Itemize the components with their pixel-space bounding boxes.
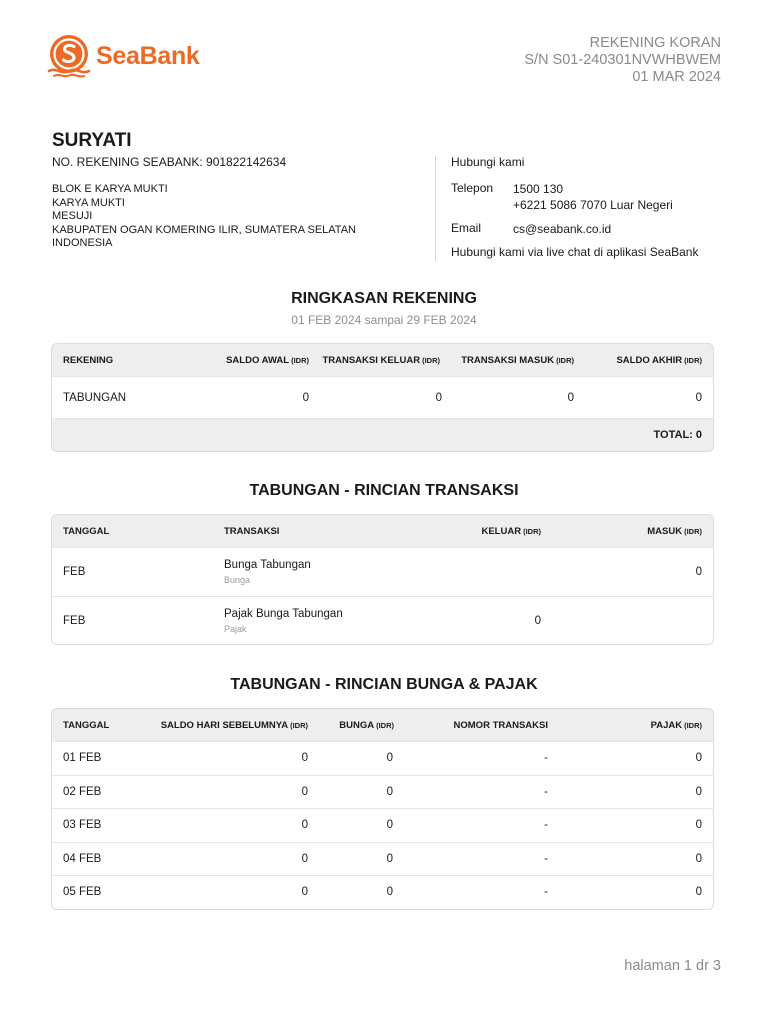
table-row bbox=[52, 775, 713, 809]
tax-amount: 0 bbox=[695, 886, 702, 899]
table-row bbox=[52, 808, 713, 842]
summary-total: TOTAL: 0 bbox=[653, 429, 702, 441]
phone-numbers bbox=[513, 181, 673, 213]
col-date: TANGGAL bbox=[63, 719, 110, 731]
interest-rows bbox=[52, 741, 713, 909]
customer-address bbox=[52, 183, 356, 251]
row-date: 05 FEB bbox=[63, 886, 102, 899]
prev-balance: 0 bbox=[301, 752, 308, 765]
opening-balance: 0 bbox=[302, 391, 309, 404]
tax-amount: 0 bbox=[695, 752, 702, 765]
brand-name: SeaBank bbox=[96, 41, 200, 70]
col-opening-balance: SALDO AWAL (IDR) bbox=[226, 354, 309, 366]
account-type: TABUNGAN bbox=[63, 391, 127, 404]
seabank-logo bbox=[46, 34, 200, 78]
transactions-title: TABUNGAN - RINCIAN TRANSAKSI bbox=[249, 482, 519, 499]
table-row bbox=[52, 547, 713, 596]
table-row bbox=[52, 842, 713, 876]
tx-description bbox=[224, 597, 343, 644]
table-header bbox=[52, 709, 713, 741]
serial-number: S/N S01-240301NVWHBWEM bbox=[524, 52, 721, 68]
table-footer bbox=[52, 418, 713, 451]
interest-table bbox=[51, 708, 714, 910]
tx-description bbox=[224, 548, 311, 596]
address-line: KARYA MUKTI bbox=[52, 196, 125, 209]
interest-amount: 0 bbox=[386, 852, 393, 865]
incoming-total: 0 bbox=[567, 391, 574, 404]
row-date: 02 FEB bbox=[63, 785, 102, 798]
summary-period: 01 FEB 2024 sampai 29 FEB 2024 bbox=[291, 313, 477, 327]
tax-amount: 0 bbox=[695, 785, 702, 798]
statement-date: 01 MAR 2024 bbox=[632, 69, 721, 85]
tx-category: Pajak bbox=[224, 623, 247, 634]
col-closing-balance: SALDO AKHIR (IDR) bbox=[616, 354, 702, 366]
tx-name: Bunga Tabungan bbox=[224, 559, 311, 571]
tx-date: FEB bbox=[63, 614, 86, 627]
col-tax: PAJAK (IDR) bbox=[650, 719, 702, 731]
tx-name: Pajak Bunga Tabungan bbox=[224, 607, 343, 620]
customer-name: SURYATI bbox=[52, 130, 132, 151]
tx-out: 0 bbox=[534, 614, 541, 627]
tax-amount: 0 bbox=[695, 819, 702, 832]
address-line: INDONESIA bbox=[52, 237, 113, 249]
col-out: KELUAR (IDR) bbox=[481, 525, 541, 537]
phone-number[interactable]: 1500 130 bbox=[513, 182, 564, 196]
row-date: 03 FEB bbox=[63, 819, 102, 832]
email-label: Email bbox=[451, 221, 482, 235]
document-meta bbox=[524, 35, 721, 86]
prev-balance: 0 bbox=[301, 785, 308, 798]
tax-amount: 0 bbox=[695, 852, 702, 865]
transaction-number: - bbox=[544, 819, 548, 832]
row-date: 04 FEB bbox=[63, 852, 102, 865]
outgoing-total: 0 bbox=[435, 391, 442, 404]
tx-in: 0 bbox=[695, 566, 702, 578]
col-prev-balance: SALDO HARI SEBELUMNYA (IDR) bbox=[160, 719, 308, 731]
email-link[interactable]: cs@seabank.co.id bbox=[513, 222, 612, 236]
summary-table bbox=[51, 343, 714, 452]
interest-amount: 0 bbox=[386, 886, 393, 899]
col-date: TANGGAL bbox=[63, 525, 110, 537]
transaction-number: - bbox=[544, 886, 548, 899]
account-number: NO. REKENING SEABANK: 901822142634 bbox=[52, 155, 287, 169]
address-line: KABUPATEN OGAN KOMERING ILIR, SUMATERA SELATAN bbox=[52, 223, 356, 236]
transaction-number: - bbox=[544, 785, 548, 798]
table-row bbox=[52, 376, 713, 418]
transactions-table bbox=[51, 514, 714, 645]
transaction-number: - bbox=[544, 852, 548, 865]
col-incoming: TRANSAKSI MASUK (IDR) bbox=[461, 354, 574, 366]
live-chat-note: Hubungi kami via live chat di aplikasi SeaBank bbox=[451, 245, 699, 259]
col-account: REKENING bbox=[63, 354, 114, 366]
col-transaction: TRANSAKSI bbox=[224, 525, 280, 537]
summary-title: RINGKASAN REKENING bbox=[291, 290, 477, 307]
document-type: REKENING KORAN bbox=[589, 35, 721, 51]
col-outgoing: TRANSAKSI KELUAR (IDR) bbox=[322, 354, 440, 366]
tx-category: Bunga bbox=[224, 575, 251, 585]
tx-date: FEB bbox=[63, 566, 86, 578]
table-row bbox=[52, 741, 713, 775]
interest-amount: 0 bbox=[386, 752, 393, 765]
col-in: MASUK (IDR) bbox=[647, 525, 702, 537]
table-row bbox=[52, 596, 713, 644]
seabank-logo-icon bbox=[46, 34, 92, 78]
prev-balance: 0 bbox=[301, 819, 308, 832]
address-line: MESUJI bbox=[52, 210, 93, 222]
closing-balance: 0 bbox=[695, 391, 702, 404]
table-header bbox=[52, 344, 713, 376]
contact-heading: Hubungi kami bbox=[451, 155, 525, 169]
interest-title: TABUNGAN - RINCIAN BUNGA & PAJAK bbox=[230, 676, 538, 693]
transaction-number: - bbox=[544, 752, 548, 765]
page-number: halaman 1 dr 3 bbox=[624, 958, 721, 974]
table-header bbox=[52, 515, 713, 547]
row-date: 01 FEB bbox=[63, 752, 102, 765]
prev-balance: 0 bbox=[301, 886, 308, 899]
interest-amount: 0 bbox=[386, 819, 393, 832]
table-row bbox=[52, 875, 713, 909]
address-line: BLOK E KARYA MUKTI bbox=[52, 183, 168, 195]
prev-balance: 0 bbox=[301, 852, 308, 865]
col-interest: BUNGA (IDR) bbox=[339, 719, 394, 731]
interest-amount: 0 bbox=[386, 785, 393, 798]
divider bbox=[435, 156, 436, 261]
col-transaction-number: NOMOR TRANSAKSI bbox=[453, 719, 548, 731]
phone-number-intl[interactable]: +6221 5086 7070 Luar Negeri bbox=[513, 198, 673, 212]
phone-label: Telepon bbox=[451, 181, 494, 195]
